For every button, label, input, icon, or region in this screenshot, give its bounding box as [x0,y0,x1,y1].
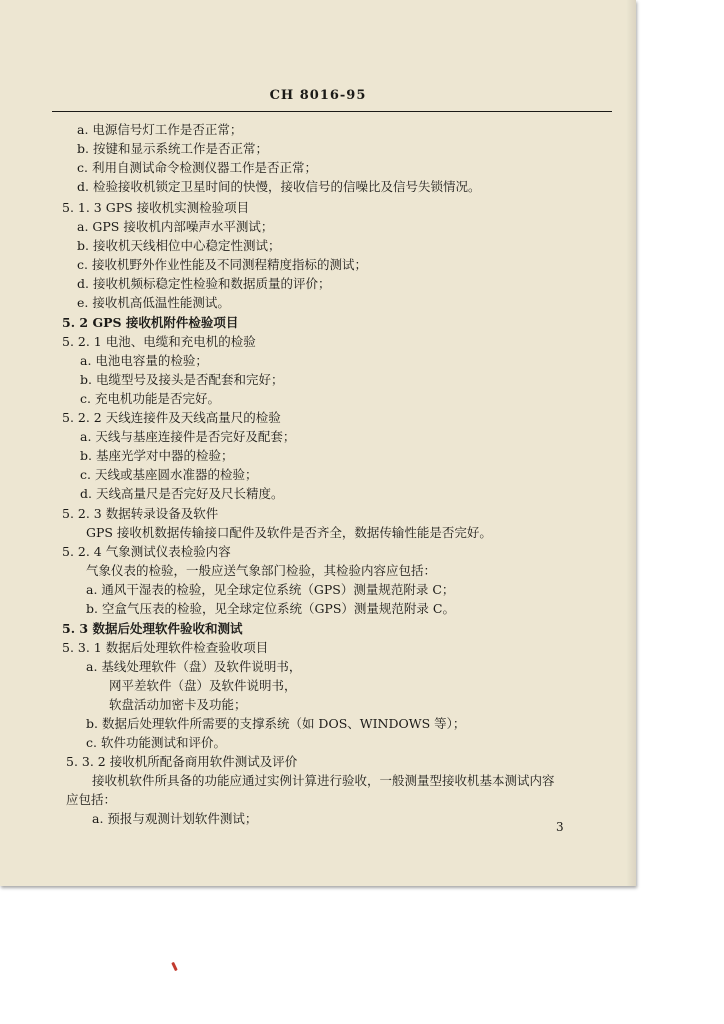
header-rule [52,111,612,112]
list-item: b. 电缆型号及接头是否配套和完好； [80,372,284,387]
list-item: b. 基座光学对中器的检验； [80,448,234,463]
section-heading: 5. 2. 3 数据转录设备及软件 [62,506,219,521]
section-heading: 5. 1. 3 GPS 接收机实测检验项目 [62,200,250,215]
list-item: d. 检验接收机锁定卫星时间的快慢，接收信号的信噪比及信号失锁情况。 [77,179,481,194]
list-item: b. 空盒气压表的检验，见全球定位系统（GPS）测量规范附录 C。 [86,601,455,616]
list-item: 软盘活动加密卡及功能； [109,697,247,712]
section-heading: 5. 2 GPS 接收机附件检验项目 [62,315,239,330]
list-item: a. 天线与基座连接件是否完好及配套； [80,429,296,444]
section-heading: 5. 2. 1 电池、电缆和充电机的检验 [62,334,256,349]
list-item: c. 软件功能测试和评价。 [86,735,226,750]
list-item: c. 接收机野外作业性能及不同测程精度指标的测试； [77,257,367,272]
list-item: a. 基线处理软件（盘）及软件说明书， [86,659,302,674]
list-item: a. 通风干湿表的检验，见全球定位系统（GPS）测量规范附录 C； [86,582,455,597]
section-heading: 5. 2. 2 天线连接件及天线高量尺的检验 [62,410,281,425]
list-item: 网平差软件（盘）及软件说明书， [109,678,297,693]
list-item: c. 利用自测试命令检测仪器工作是否正常； [77,160,317,175]
section-heading: 5. 3. 1 数据后处理软件检查验收项目 [62,640,269,655]
paragraph: GPS 接收机数据传输接口配件及软件是否齐全，数据传输性能是否完好。 [86,525,492,540]
list-item: a. 预报与观测计划软件测试； [92,811,258,826]
paragraph: 接收机软件所具备的功能应通过实例计算进行验收，一般测量型接收机基本测试内容 [92,773,555,788]
list-item: a. 电池电容量的检验； [80,353,208,368]
list-item: e. 接收机高低温性能测试。 [77,295,230,310]
section-heading: 5. 2. 4 气象测试仪表检验内容 [62,544,231,559]
section-heading: 5. 3. 2 接收机所配备商用软件测试及评价 [66,754,298,769]
standard-code-header: CH 8016-95 [269,88,367,103]
page-number: 3 [556,820,564,834]
list-item: d. 接收机频标稳定性检验和数据质量的评价； [77,276,331,291]
list-item: b. 按键和显示系统工作是否正常； [77,141,268,156]
list-item: c. 天线或基座圆水准器的检验； [80,467,258,482]
paragraph: 应包括： [66,792,117,807]
paragraph: 气象仪表的检验，一般应送气象部门检验，其检验内容应包括： [86,563,437,578]
list-item: b. 接收机天线相位中心稳定性测试； [77,238,281,253]
list-item: a. 电源信号灯工作是否正常； [77,122,243,137]
section-heading: 5. 3 数据后处理软件验收和测试 [62,621,243,636]
red-ink-mark [171,962,178,971]
list-item: d. 天线高量尺是否完好及尺长精度。 [80,486,284,501]
list-item: b. 数据后处理软件所需要的支撑系统（如 DOS、WINDOWS 等）； [86,716,466,731]
list-item: a. GPS 接收机内部噪声水平测试； [77,219,274,234]
list-item: c. 充电机功能是否完好。 [80,391,220,406]
